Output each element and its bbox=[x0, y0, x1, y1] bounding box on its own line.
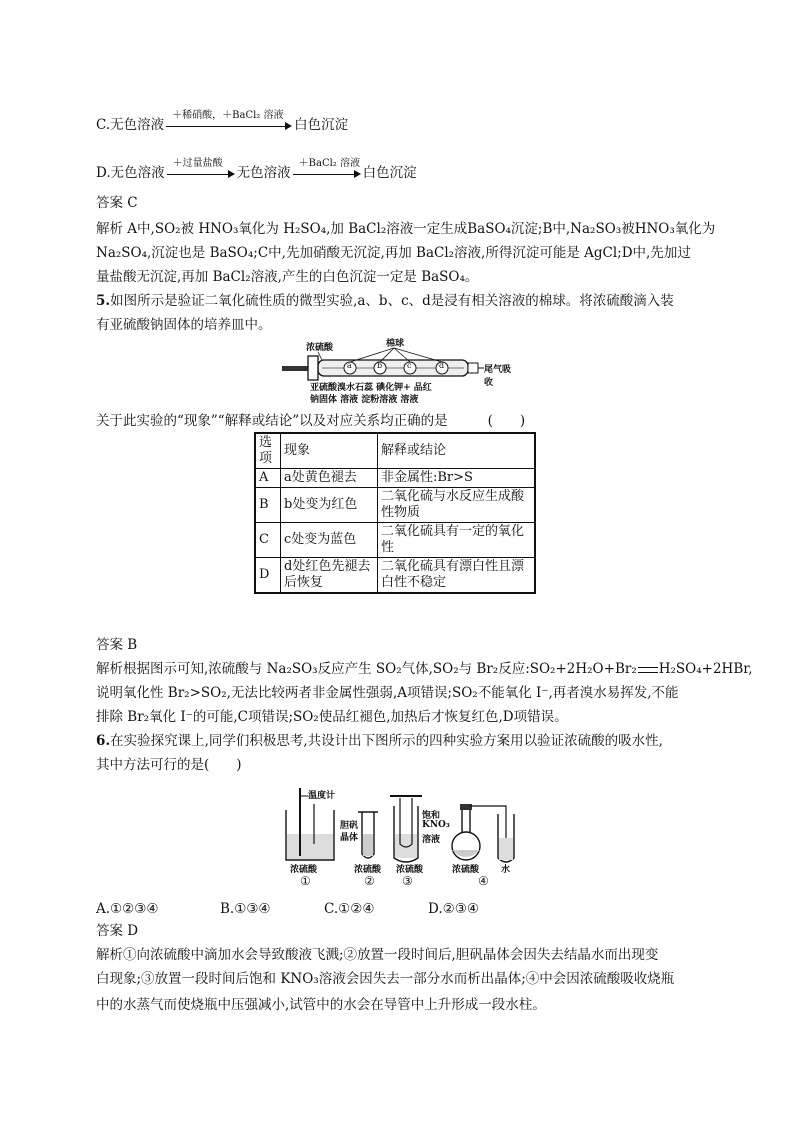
option-d-end: 白色沉淀 bbox=[362, 165, 417, 181]
option-d-start: D.无色溶液 bbox=[96, 165, 165, 181]
acid-label-1: 浓硫酸 bbox=[290, 865, 318, 875]
answer-6: 答案 D bbox=[96, 923, 139, 939]
question-text: 如图所示是验证二氧化硫性质的微型实验,a、b、c、d是浸有相关溶液的棉球。将浓硫酸滴入装 bbox=[110, 293, 674, 309]
table-row bbox=[255, 523, 535, 558]
answer-4: 答案 C bbox=[96, 195, 138, 211]
answer-paren: ( ) bbox=[487, 413, 526, 429]
table-cell: d处红色先褪去后恢复 bbox=[281, 558, 378, 594]
option-b: B.①③④ bbox=[220, 901, 271, 917]
explanation-5-line-3: 排除 Br₂氧化 I⁻的可能,C项错误;SO₂使品红褪色,加热后才恢复红色,D项错误。 bbox=[96, 709, 568, 725]
question-5-stem bbox=[96, 412, 525, 430]
figure-number-2: ② bbox=[364, 874, 375, 888]
alum-label-1: 胆矾 bbox=[340, 821, 359, 831]
explanation-6-line-1: 解析①向浓硫酸中滴加水会导致酸液飞溅;②放置一段时间后,胆矾晶体会因失去结晶水而出现变 bbox=[96, 947, 659, 963]
figure-number-3: ③ bbox=[402, 874, 413, 888]
cotton-label: 棉球 bbox=[386, 339, 405, 349]
option-d: D.②③④ bbox=[428, 901, 479, 917]
table-header-row bbox=[255, 433, 535, 469]
question-6-options bbox=[96, 900, 479, 918]
option-c-line bbox=[96, 109, 349, 135]
table-cell: 二氧化硫具有漂白性且漂白性不稳定 bbox=[378, 558, 536, 594]
option-d-line bbox=[96, 157, 417, 183]
arrow-label: ＋稀硝酸，＋BaCl₂ 溶液 bbox=[172, 109, 284, 121]
table-cell: 非金属性:Br>S bbox=[378, 469, 536, 488]
question-number: 5. bbox=[96, 293, 111, 309]
explanation-4-line-1: 解析 A中,SO₂被 HNO₃氧化为 H₂SO₄,加 BaCl₂溶液一定生成BaSO₄沉淀;B中,Na₂SO₃被HNO₃氧化为 bbox=[96, 221, 716, 237]
cotton-b-label: b bbox=[377, 361, 383, 370]
option-c: C.①②④ bbox=[324, 901, 375, 917]
arrow-label: ＋BaCl₂ 溶液 bbox=[298, 157, 360, 169]
tail-gas-label: 尾气吸收 bbox=[484, 365, 512, 388]
arrow-label: ＋过量盐酸 bbox=[172, 157, 223, 169]
question-6-line-1 bbox=[96, 732, 663, 750]
option-d-mid: 无色溶液 bbox=[236, 165, 291, 181]
figure-number-1: ① bbox=[300, 874, 311, 888]
conc-acid-label: 浓硫酸 bbox=[306, 343, 334, 353]
option-c-end: 白色沉淀 bbox=[294, 117, 349, 133]
table-row bbox=[255, 469, 535, 488]
table-cell: D bbox=[255, 558, 281, 594]
option-c-start: C.无色溶液 bbox=[96, 117, 165, 133]
header-cell: 解释或结论 bbox=[378, 433, 536, 469]
reaction-arrow bbox=[167, 157, 235, 183]
table-cell: b处变为红色 bbox=[281, 488, 378, 523]
table-cell: A bbox=[255, 469, 281, 488]
acid-label-3: 浓硫酸 bbox=[396, 865, 424, 875]
header-cell: 现象 bbox=[281, 433, 378, 469]
cotton-d-label: d bbox=[439, 361, 445, 370]
four-experiments-figure bbox=[284, 784, 524, 890]
question-text: 在实验探究课上,同学们积极思考,共设计出下图所示的四种实验方案用以验证浓硫酸的吸水性, bbox=[110, 733, 663, 749]
option-a: A.①②③④ bbox=[96, 901, 159, 917]
table-row bbox=[255, 488, 535, 523]
explanation-6-line-2: 白现象;③放置一段时间后饱和 KNO₃溶液会因失去一部分水而析出晶体;④中会因浓硫酸吸收烧瓶 bbox=[96, 971, 675, 987]
explanation-4-line-2: Na₂SO₄,沉淀也是 BaSO₄;C中,先加硝酸无沉淀,再加 BaCl₂溶液,所得沉淀可能是 AgCl;D中,先加过 bbox=[96, 245, 691, 261]
explanation-5-line-2: 说明氧化性 Br₂>SO₂,无法比较两者非金属性强弱,A项错误;SO₂不能氧化 I⁻,再者溴水易挥发,不能 bbox=[96, 685, 679, 701]
explanation-4-line-3: 量盐酸无沉淀,再加 BaCl₂溶液,产生的白色沉淀一定是 BaSO₄。 bbox=[96, 269, 479, 285]
options-table bbox=[254, 432, 536, 594]
table-cell: 二氧化硫与水反应生成酸性物质 bbox=[378, 488, 536, 523]
thermometer-label: 温度计 bbox=[308, 791, 336, 801]
question-5-line-2: 有亚硫酸钠固体的培养皿中。 bbox=[96, 317, 272, 333]
explanation-5-line-1 bbox=[96, 660, 753, 678]
explanation-6-line-3: 中的水蒸气而使烧瓶中压强减小,试管中的水会在导管中上升形成一段水柱。 bbox=[96, 997, 546, 1013]
kno3-label-1: 饱和 bbox=[422, 811, 441, 821]
water-label: 水 bbox=[501, 865, 511, 875]
table-cell: a处黄色褪去 bbox=[281, 469, 378, 488]
so2-apparatus-figure bbox=[282, 338, 514, 406]
table-row bbox=[255, 558, 535, 594]
reagent-labels-line-1: 亚硫酸溴水石蕊 碘化钾+ 品红 bbox=[310, 383, 432, 393]
table-cell: B bbox=[255, 488, 281, 523]
answer-5: 答案 B bbox=[96, 637, 138, 653]
acid-label-4: 浓硫酸 bbox=[452, 865, 480, 875]
kno3-label-3: 溶液 bbox=[422, 835, 441, 845]
cotton-a-label: a bbox=[347, 361, 352, 370]
kno3-label-2: KNO₃ bbox=[422, 820, 450, 830]
acid-label-2: 浓硫酸 bbox=[354, 865, 382, 875]
cotton-c-label: c bbox=[407, 361, 412, 370]
explanation-text: 解析根据图示可知,浓硫酸与 Na₂SO₃反应产生 SO₂气体,SO₂与 Br₂反应:SO₂+2H₂O+Br₂ bbox=[96, 661, 637, 677]
reaction-arrow bbox=[293, 157, 361, 183]
table-cell: C bbox=[255, 523, 281, 558]
question-text: 关于此实验的“现象”“解释或结论”以及对应关系均正确的是 bbox=[96, 413, 448, 429]
alum-label-2: 晶体 bbox=[340, 833, 359, 843]
question-number: 6. bbox=[96, 733, 111, 749]
reaction-arrow bbox=[166, 109, 292, 135]
table-cell: 二氧化硫具有一定的氧化性 bbox=[378, 523, 536, 558]
header-cell: 选项 bbox=[255, 433, 281, 469]
reagent-labels-line-2: 钠固体 溶液 淀粉溶液 溶液 bbox=[310, 395, 419, 405]
explanation-text: H₂SO₄+2HBr, bbox=[658, 661, 753, 677]
equals-sign bbox=[638, 667, 658, 673]
question-6-line-2: 其中方法可行的是( ) bbox=[96, 757, 242, 773]
table-cell: c处变为蓝色 bbox=[281, 523, 378, 558]
figure-number-4: ④ bbox=[478, 874, 489, 888]
question-5-line-1 bbox=[96, 292, 674, 310]
